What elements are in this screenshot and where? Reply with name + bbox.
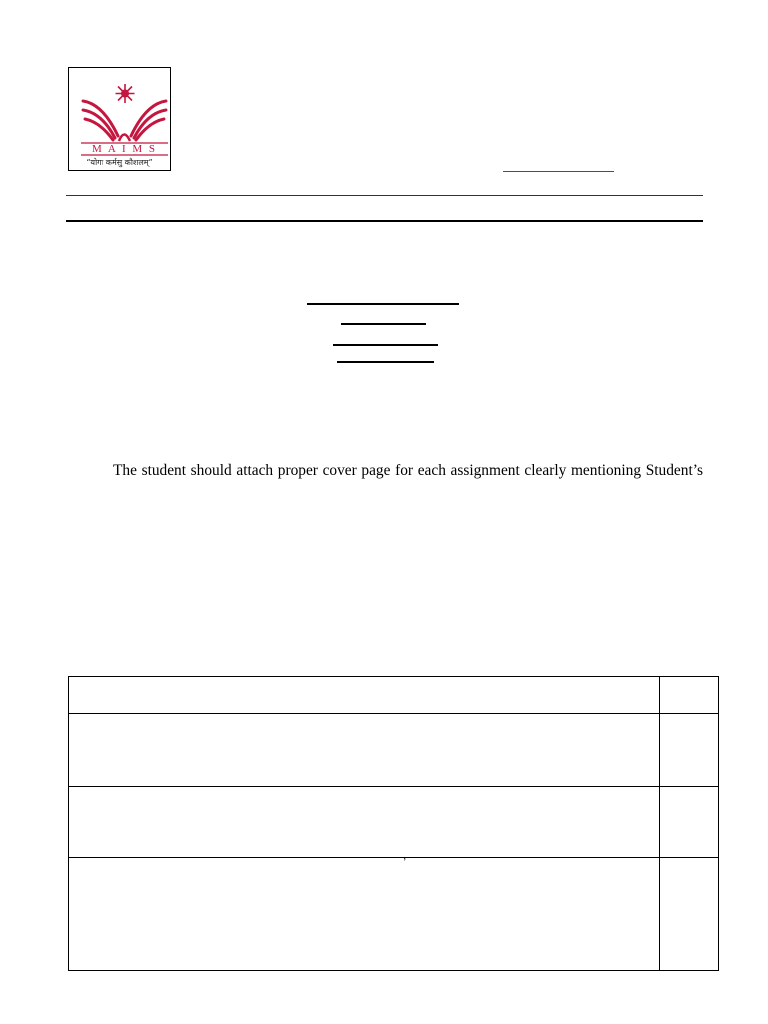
assignment-table bbox=[68, 676, 719, 971]
table-row-divider bbox=[69, 786, 718, 787]
website-link[interactable] bbox=[503, 171, 614, 172]
header-divider-thin bbox=[66, 195, 703, 196]
header-divider-thick bbox=[66, 220, 703, 222]
title-underline-2 bbox=[341, 323, 426, 325]
title-underline-1 bbox=[307, 303, 459, 305]
table-column-divider bbox=[659, 677, 660, 970]
title-underline-4 bbox=[337, 361, 434, 363]
table-row-divider bbox=[69, 857, 718, 858]
maims-logo-icon bbox=[69, 68, 170, 170]
title-underline-3 bbox=[333, 344, 438, 346]
table-row-divider bbox=[69, 713, 718, 714]
logo-tagline: “योगः कर्मसु कौशलम्” bbox=[86, 158, 153, 167]
table-cell-mark: ’ bbox=[403, 857, 407, 868]
logo-wordmark: M A I M S bbox=[91, 143, 158, 155]
instruction-paragraph: The student should attach proper cover page for each assignment clearly mentioning Student’s bbox=[113, 462, 703, 479]
logo-box bbox=[68, 67, 171, 171]
